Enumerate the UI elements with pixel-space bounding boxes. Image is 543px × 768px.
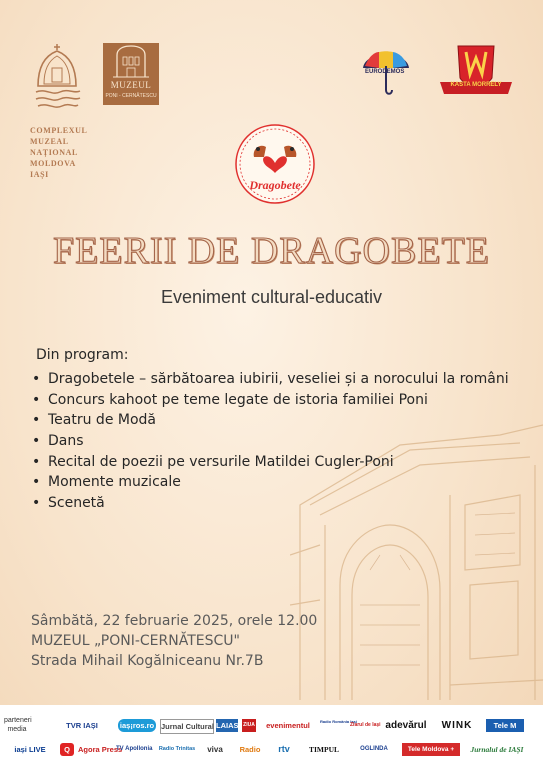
cmnm-line: NAȚIONAL (30, 148, 78, 157)
muzeul-subtitle: PONI - CERNĂTESCU (105, 93, 157, 99)
partner-logo: Radio Trinitas (158, 746, 196, 752)
bullet-icon: • (32, 391, 41, 408)
partner-logo: Radio România Iași (320, 719, 357, 724)
cmnm-emblem-icon (30, 42, 84, 114)
partner-logo: TIMPUL (309, 745, 339, 754)
partner-logo: rtv (278, 744, 290, 754)
partner-logo: OGLINDA (360, 746, 388, 752)
dragobete-label: Dragobete (249, 178, 301, 192)
partner-logo: LAIASI (216, 721, 241, 730)
program-item-text: Recital de poezii pe versurile Matildei Cugler-Poni (48, 453, 394, 470)
partner-logo: iași LIVE (14, 745, 46, 754)
program-item (32, 410, 509, 431)
partner-logo: Ziarul de Iași (350, 722, 381, 728)
program-item-text: Dragobetele – sărbătoarea iubirii, veseliei și a norocului la români (48, 371, 509, 387)
program-heading: Din program: (36, 347, 129, 363)
cmnm-label (30, 125, 100, 180)
partner-logo: TVR IAȘI (66, 721, 98, 730)
program-item-text: Scenetă (48, 495, 105, 512)
media-partners-strip (0, 705, 543, 768)
program-item-text: Teatru de Modă (48, 412, 156, 429)
cmnm-line: IAȘI (30, 170, 49, 179)
program-item (32, 452, 509, 473)
partner-logo: Tele Moldova + (402, 743, 460, 756)
program-item-text: Concurs kahoot pe teme legate de istoria familiei Poni (48, 391, 428, 408)
muzeul-logo (103, 43, 159, 105)
partner-logo: viva (207, 745, 223, 754)
partner-logo: Jurnalul de IAȘI (470, 745, 524, 754)
program-item (32, 369, 509, 390)
kasta-label: KASTA MORRELY (450, 82, 502, 88)
event-title: FEERII DE DRAGOBETE (53, 230, 490, 272)
partner-logo: Tele M (486, 719, 524, 732)
partner-logo: Jurnal Cultural (160, 719, 214, 734)
event-info (31, 611, 317, 671)
partner-logo: ZIUA (242, 719, 256, 732)
cmnm-line: MOLDOVA (30, 159, 76, 168)
event-address: Strada Mihail Kogălniceanu Nr.7B (31, 653, 264, 669)
partner-logo: Q (60, 743, 74, 756)
cmnm-logo (30, 42, 100, 180)
bullet-icon: • (32, 371, 41, 387)
program-item (32, 493, 509, 514)
partner-logo: evenimentul (266, 721, 310, 730)
partners-label: parteneri media (4, 717, 32, 733)
bullet-icon: • (32, 495, 41, 512)
partner-logo: iaș¡ros.ro (119, 721, 155, 730)
event-subtitle: Eveniment cultural-educativ (160, 287, 383, 307)
bullet-icon: • (32, 412, 41, 429)
eurodemos-logo (361, 42, 411, 97)
eurodemos-label: EURODEMOS (365, 69, 405, 75)
bullet-icon: • (32, 453, 41, 470)
partner-logo: Radio (239, 745, 261, 754)
partner-logo: adevărul (385, 720, 427, 731)
event-date: Sâmbătă, 22 februarie 2025, orele 12.00 (31, 613, 318, 629)
kasta-crest-icon (436, 44, 516, 96)
event-venue: MUZEUL „PONI-CERNĂTESCU" (31, 633, 240, 649)
partner-logo: TV Apollonia (116, 746, 153, 752)
cmnm-line: COMPLEXUL (30, 126, 88, 135)
museum-building-icon (103, 43, 159, 79)
program-item (32, 390, 509, 411)
program-list (32, 369, 509, 514)
kasta-morrely-logo (436, 44, 516, 96)
bullet-icon: • (32, 433, 41, 450)
program-item-text: Momente muzicale (48, 474, 181, 491)
bullet-icon: • (32, 474, 41, 491)
cmnm-line: MUZEAL (30, 137, 69, 146)
partner-logo: Agora Press (78, 745, 123, 754)
dragobete-logo (234, 123, 316, 205)
program-item (32, 431, 509, 452)
partner-logo: WINK (441, 720, 473, 731)
program-item-text: Dans (48, 433, 84, 450)
muzeul-title: MUZEUL (110, 80, 152, 90)
program-item (32, 472, 509, 493)
